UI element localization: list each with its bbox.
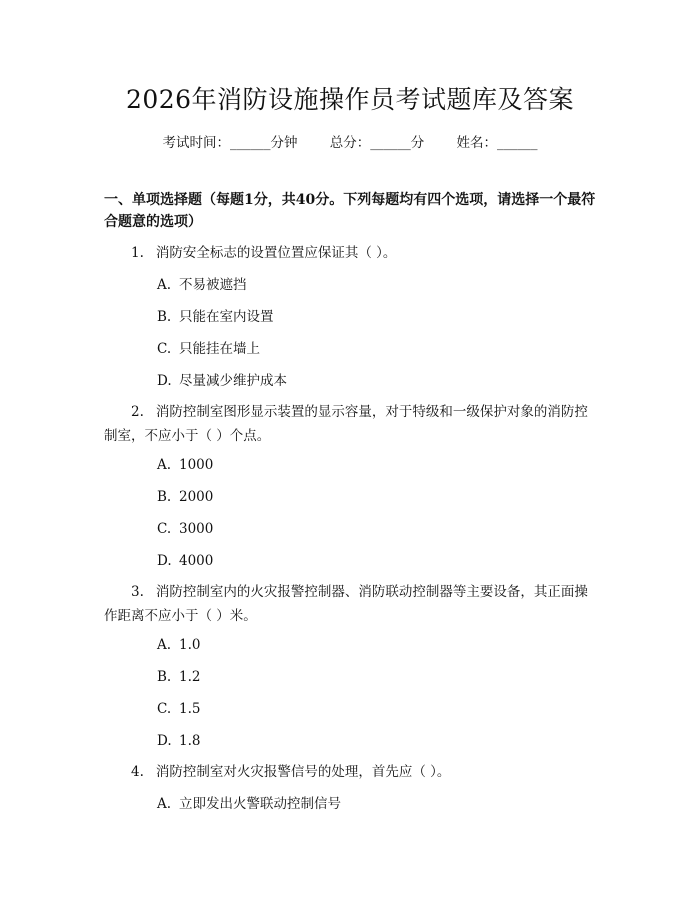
option-letter: A. (157, 637, 172, 653)
question-number: 1. (131, 245, 144, 261)
option-1a (157, 275, 247, 295)
option-3c (157, 699, 200, 719)
option-letter: A. (157, 796, 172, 812)
option-text: 2000 (179, 489, 214, 505)
question-3 (104, 580, 598, 628)
option-3d (157, 731, 200, 751)
option-3a (157, 635, 200, 655)
question-2 (104, 400, 598, 448)
option-letter: A. (157, 457, 172, 473)
option-letter: C. (157, 521, 172, 537)
option-1c (157, 339, 260, 359)
option-text: 立即发出火警联动控制信号 (179, 796, 341, 812)
question-number: 2. (131, 404, 144, 420)
option-1d (157, 371, 287, 391)
option-letter: B. (157, 309, 172, 325)
option-text: 不易被遮挡 (179, 277, 247, 293)
option-2a (157, 455, 213, 475)
option-letter: C. (157, 701, 172, 717)
question-text: 消防控制室对火灾报警信号的处理，首先应（ ）。 (155, 764, 451, 780)
option-text: 尽量减少维护成本 (179, 373, 287, 389)
option-letter: D. (157, 733, 172, 749)
option-letter: A. (157, 277, 172, 293)
option-text: 4000 (179, 553, 214, 569)
option-2b (157, 487, 213, 507)
option-letter: B. (157, 669, 172, 685)
option-letter: D. (157, 373, 172, 389)
option-text: 只能挂在墙上 (179, 341, 260, 357)
total-score-field: 总分：______分 (329, 135, 425, 151)
option-letter: D. (157, 553, 172, 569)
exam-time-field: 考试时间：______分钟 (162, 135, 298, 151)
option-1b (157, 307, 274, 327)
option-text: 1.0 (179, 637, 201, 653)
question-text: 消防控制室内的火灾报警控制器、消防联动控制器等主要设备，其正面操作距离不应小于（ ）米。 (104, 584, 588, 624)
question-1 (104, 241, 598, 265)
question-text: 消防控制室图形显示装置的显示容量，对于特级和一级保护对象的消防控制室，不应小于（ ）个点。 (104, 404, 588, 444)
option-text: 1000 (179, 457, 214, 473)
option-text: 只能在室内设置 (179, 309, 274, 325)
question-number: 3. (131, 584, 144, 600)
student-name-field: 姓名：______ (456, 135, 538, 151)
option-text: 1.2 (179, 669, 201, 685)
question-text: 消防安全标志的设置位置应保证其（ ）。 (155, 245, 397, 261)
option-text: 3000 (179, 521, 214, 537)
option-text: 1.8 (179, 733, 201, 749)
option-letter: B. (157, 489, 172, 505)
option-4a (157, 794, 341, 814)
section-heading: 一、单项选择题（每题1分，共40分。下列每题均有四个选项，请选择一个最符合题意的选项） (104, 192, 596, 230)
option-text: 1.5 (179, 701, 201, 717)
option-3b (157, 667, 200, 687)
option-2c (157, 519, 213, 539)
exam-info-line (0, 131, 700, 151)
question-4 (104, 760, 598, 784)
page-title: 2026年消防设施操作员考试题库及答案 (125, 85, 575, 114)
option-2d (157, 551, 213, 571)
option-letter: C. (157, 341, 172, 357)
question-number: 4. (131, 764, 144, 780)
